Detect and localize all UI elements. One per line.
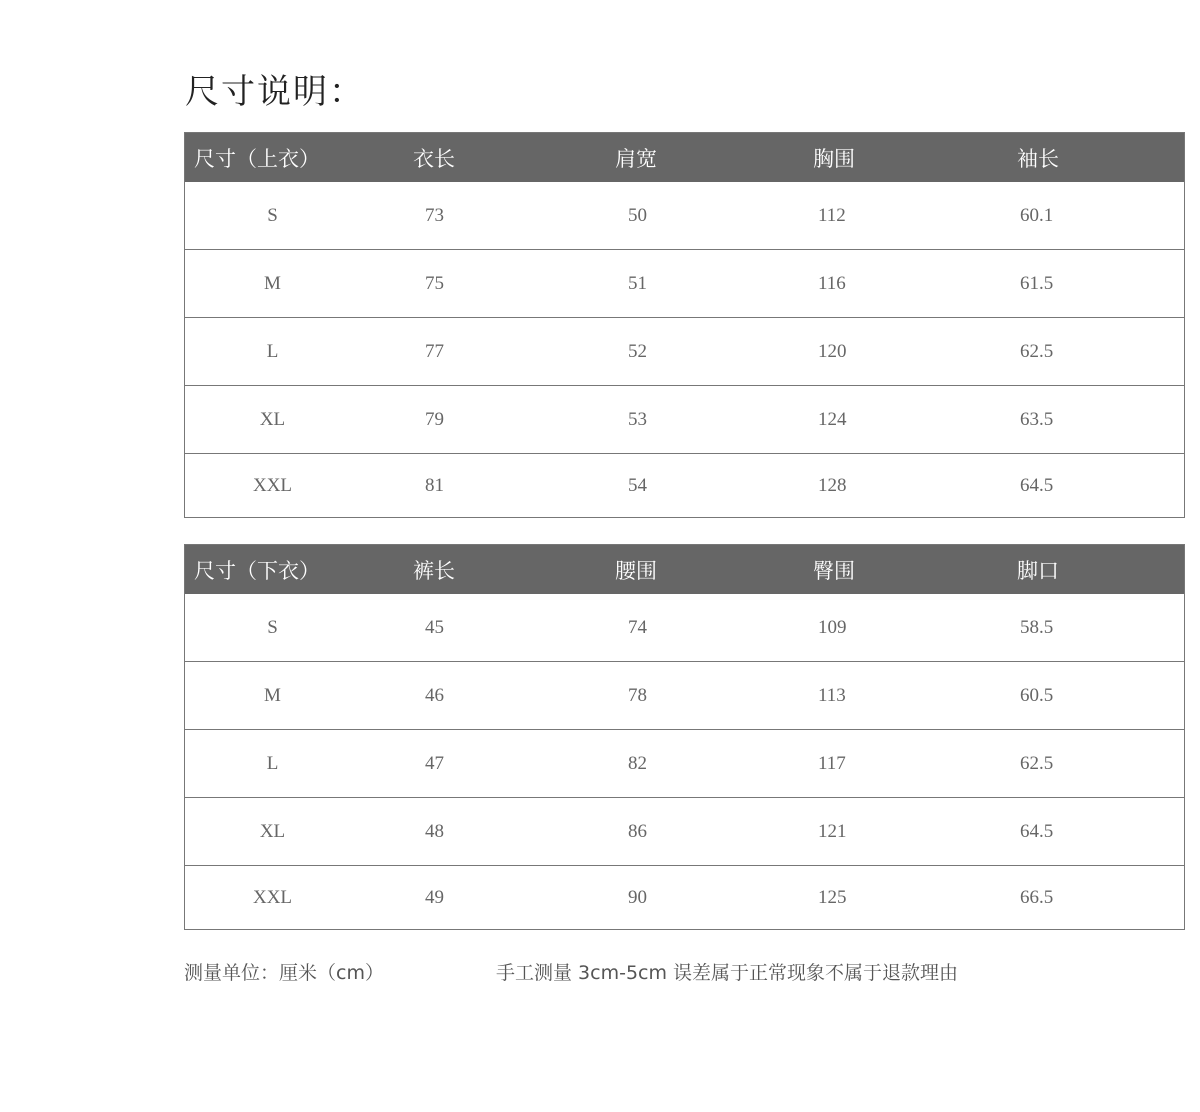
value-cell: 113 — [774, 662, 986, 730]
value-cell: 50 — [572, 182, 774, 250]
size-cell: XL — [185, 798, 370, 866]
value-cell: 125 — [774, 866, 986, 930]
size-cell: S — [185, 594, 370, 662]
column-header-sleeve: 袖长 — [986, 133, 1185, 183]
table-header-row — [185, 545, 1185, 595]
value-cell: 48 — [369, 798, 572, 866]
value-cell: 77 — [369, 318, 572, 386]
table-header-row — [185, 133, 1185, 183]
value-cell: 49 — [369, 866, 572, 930]
table-row — [185, 662, 1185, 730]
size-cell: M — [185, 662, 370, 730]
value-cell: 64.5 — [986, 798, 1185, 866]
value-cell: 79 — [369, 386, 572, 454]
value-cell: 47 — [369, 730, 572, 798]
column-header-leg-opening: 脚口 — [986, 545, 1185, 595]
value-cell: 73 — [369, 182, 572, 250]
size-cell: XXL — [185, 866, 370, 930]
size-cell: L — [185, 730, 370, 798]
bottom-size-table — [184, 544, 1185, 930]
table-row — [185, 594, 1185, 662]
value-cell: 86 — [572, 798, 774, 866]
value-cell: 81 — [369, 454, 572, 518]
value-cell: 64.5 — [986, 454, 1185, 518]
value-cell: 78 — [572, 662, 774, 730]
value-cell: 62.5 — [986, 318, 1185, 386]
value-cell: 128 — [774, 454, 986, 518]
size-cell: L — [185, 318, 370, 386]
table-row — [185, 386, 1185, 454]
column-header-size: 尺寸（下衣） — [185, 545, 370, 595]
value-cell: 109 — [774, 594, 986, 662]
page-title: 尺寸说明： — [185, 72, 365, 112]
value-cell: 60.5 — [986, 662, 1185, 730]
value-cell: 61.5 — [986, 250, 1185, 318]
size-cell: XL — [185, 386, 370, 454]
column-header-chest: 胸围 — [774, 133, 986, 183]
value-cell: 53 — [572, 386, 774, 454]
value-cell: 124 — [774, 386, 986, 454]
column-header-length: 衣长 — [369, 133, 572, 183]
value-cell: 45 — [369, 594, 572, 662]
value-cell: 74 — [572, 594, 774, 662]
value-cell: 60.1 — [986, 182, 1185, 250]
value-cell: 121 — [774, 798, 986, 866]
column-header-size: 尺寸（上衣） — [185, 133, 370, 183]
value-cell: 54 — [572, 454, 774, 518]
top-size-table — [184, 132, 1185, 518]
table-row — [185, 454, 1185, 518]
value-cell: 46 — [369, 662, 572, 730]
table-row — [185, 866, 1185, 930]
value-cell: 58.5 — [986, 594, 1185, 662]
value-cell: 116 — [774, 250, 986, 318]
value-cell: 66.5 — [986, 866, 1185, 930]
value-cell: 112 — [774, 182, 986, 250]
size-cell: S — [185, 182, 370, 250]
table-row — [185, 730, 1185, 798]
value-cell: 52 — [572, 318, 774, 386]
table-row — [185, 250, 1185, 318]
value-cell: 63.5 — [986, 386, 1185, 454]
value-cell: 120 — [774, 318, 986, 386]
value-cell: 82 — [572, 730, 774, 798]
table-row — [185, 798, 1185, 866]
value-cell: 62.5 — [986, 730, 1185, 798]
size-cell: XXL — [185, 454, 370, 518]
value-cell: 90 — [572, 866, 774, 930]
error-note: 手工测量 3cm-5cm 误差属于正常现象不属于退款理由 — [496, 962, 959, 984]
table-row — [185, 318, 1185, 386]
unit-note: 测量单位：厘米（cm） — [184, 962, 384, 984]
column-header-hip: 臀围 — [774, 545, 986, 595]
size-cell: M — [185, 250, 370, 318]
value-cell: 75 — [369, 250, 572, 318]
value-cell: 51 — [572, 250, 774, 318]
column-header-pant-length: 裤长 — [369, 545, 572, 595]
value-cell: 117 — [774, 730, 986, 798]
column-header-waist: 腰围 — [572, 545, 774, 595]
table-row — [185, 182, 1185, 250]
column-header-shoulder: 肩宽 — [572, 133, 774, 183]
